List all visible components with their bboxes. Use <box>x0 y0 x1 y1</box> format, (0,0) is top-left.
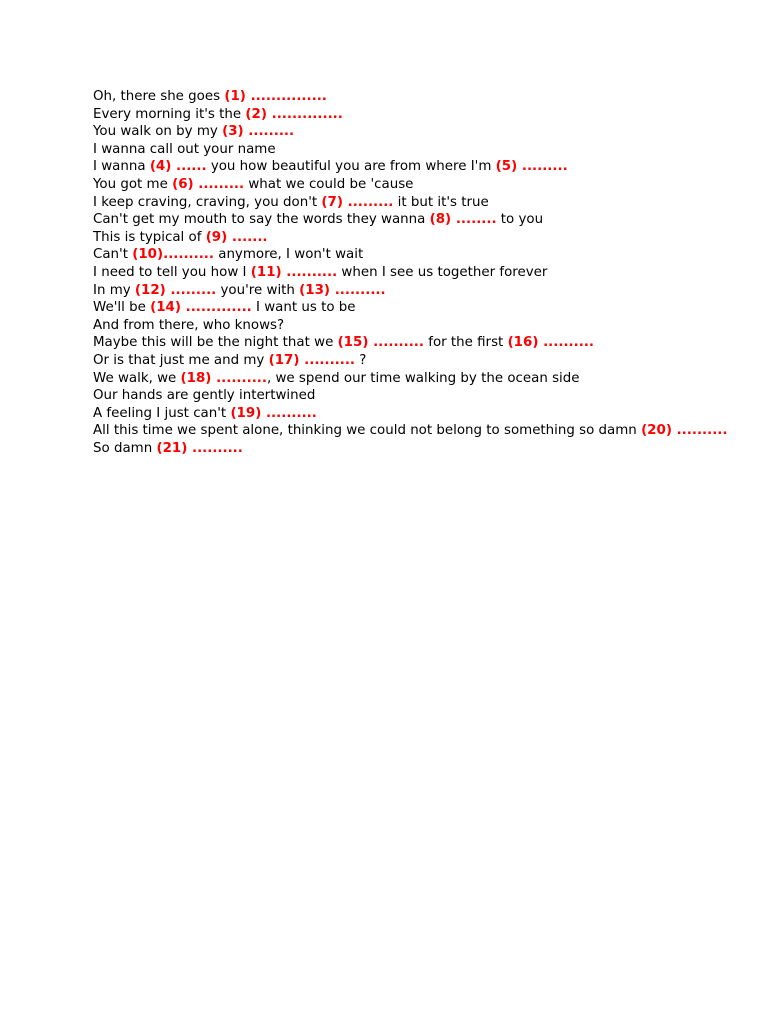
lyric-line <box>93 106 753 124</box>
blank-marker: (18) .......... <box>180 370 267 386</box>
lyric-line <box>93 370 753 388</box>
lyric-line <box>93 123 753 141</box>
lyric-text: Can't get my mouth to say the words they wanna <box>93 212 430 228</box>
blank-marker: (4) ...... <box>149 159 207 175</box>
lyric-line <box>93 194 753 212</box>
lyric-text: I need to tell you how I <box>93 264 251 280</box>
lyric-text: Or is that just me and my <box>93 352 269 368</box>
lyric-line <box>93 246 753 264</box>
blank-marker: (1) ............... <box>224 89 327 104</box>
lyric-line <box>93 317 753 335</box>
blank-marker: (19) .......... <box>230 405 317 421</box>
lyric-text: We'll be <box>93 300 151 316</box>
lyric-line <box>93 158 753 176</box>
blank-marker: (17) .......... <box>268 352 356 368</box>
blank-marker: (7) ......... <box>321 194 394 210</box>
blank-marker: (15) .......... <box>337 335 424 351</box>
lyric-text: when I see us together forever <box>337 264 548 280</box>
blank-marker: (2) .............. <box>245 106 343 122</box>
lyric-text: anymore, I won't wait <box>213 247 364 263</box>
lyric-text: So damn <box>93 440 157 456</box>
lyric-text: to you <box>496 212 544 228</box>
blank-marker: (11) .......... <box>250 264 338 280</box>
lyric-text: You walk on by my <box>93 124 223 140</box>
lyric-line <box>93 405 753 423</box>
lyric-text: Maybe this will be the night that we <box>93 335 338 351</box>
lyric-line <box>93 176 753 194</box>
lyric-text: you're with <box>216 282 300 298</box>
lyric-line <box>93 141 753 159</box>
lyric-line <box>93 264 753 282</box>
lyric-text: it but it's true <box>393 194 489 210</box>
lyric-text: ? <box>355 352 367 368</box>
lyric-text: And from there, who knows? <box>93 317 285 333</box>
blank-marker: (3) ......... <box>222 124 295 140</box>
lyric-text: We walk, we <box>93 370 181 386</box>
lyric-line <box>93 334 753 352</box>
lyric-text: you how beautiful you are from where I'm <box>206 159 496 175</box>
blank-marker: (21) .......... <box>156 440 243 456</box>
lyric-text: In my <box>93 282 135 298</box>
blank-marker: (16) .......... <box>507 335 594 351</box>
lyric-line <box>93 422 753 440</box>
lyric-text: You got me <box>93 176 173 192</box>
lyric-text: A feeling I just can't <box>93 405 231 421</box>
lyric-line <box>93 440 753 458</box>
lyric-line <box>93 352 753 370</box>
blank-marker: (20) .......... <box>641 423 728 439</box>
lyrics-worksheet <box>93 88 753 457</box>
lyric-text: for the first <box>423 335 508 351</box>
lyric-line <box>93 229 753 247</box>
blank-marker: (6) ......... <box>172 176 245 192</box>
lyric-line <box>93 211 753 229</box>
lyric-text: Can't <box>93 247 133 263</box>
lyric-text: Our hands are gently intertwined <box>93 388 316 404</box>
lyric-text: I wanna call out your name <box>93 141 276 157</box>
lyric-text: I wanna <box>93 159 150 175</box>
lyric-line <box>93 88 753 106</box>
blank-marker: (5) ......... <box>495 159 568 175</box>
lyric-text: Oh, there she goes <box>93 89 225 104</box>
blank-marker: (13) .......... <box>299 282 386 298</box>
lyric-text: I want us to be <box>251 300 356 316</box>
lyric-line <box>93 282 753 300</box>
lyric-text: This is typical of <box>93 229 206 245</box>
blank-marker: (14) ............. <box>150 300 252 316</box>
blank-marker: (8) ........ <box>429 212 497 228</box>
lyric-text: , we spend our time walking by the ocean side <box>266 370 580 386</box>
lyric-text: Every morning it's the <box>93 106 246 122</box>
blank-marker: (12) ......... <box>134 282 217 298</box>
blank-marker: (10).......... <box>132 247 214 263</box>
blank-marker: (9) ....... <box>205 229 268 245</box>
lyric-text: I keep craving, craving, you don't <box>93 194 322 210</box>
lyric-text: what we could be 'cause <box>244 176 414 192</box>
lyric-line <box>93 387 753 405</box>
lyric-text: All this time we spent alone, thinking we could not belong to something so damn <box>93 423 642 439</box>
lyric-line <box>93 299 753 317</box>
